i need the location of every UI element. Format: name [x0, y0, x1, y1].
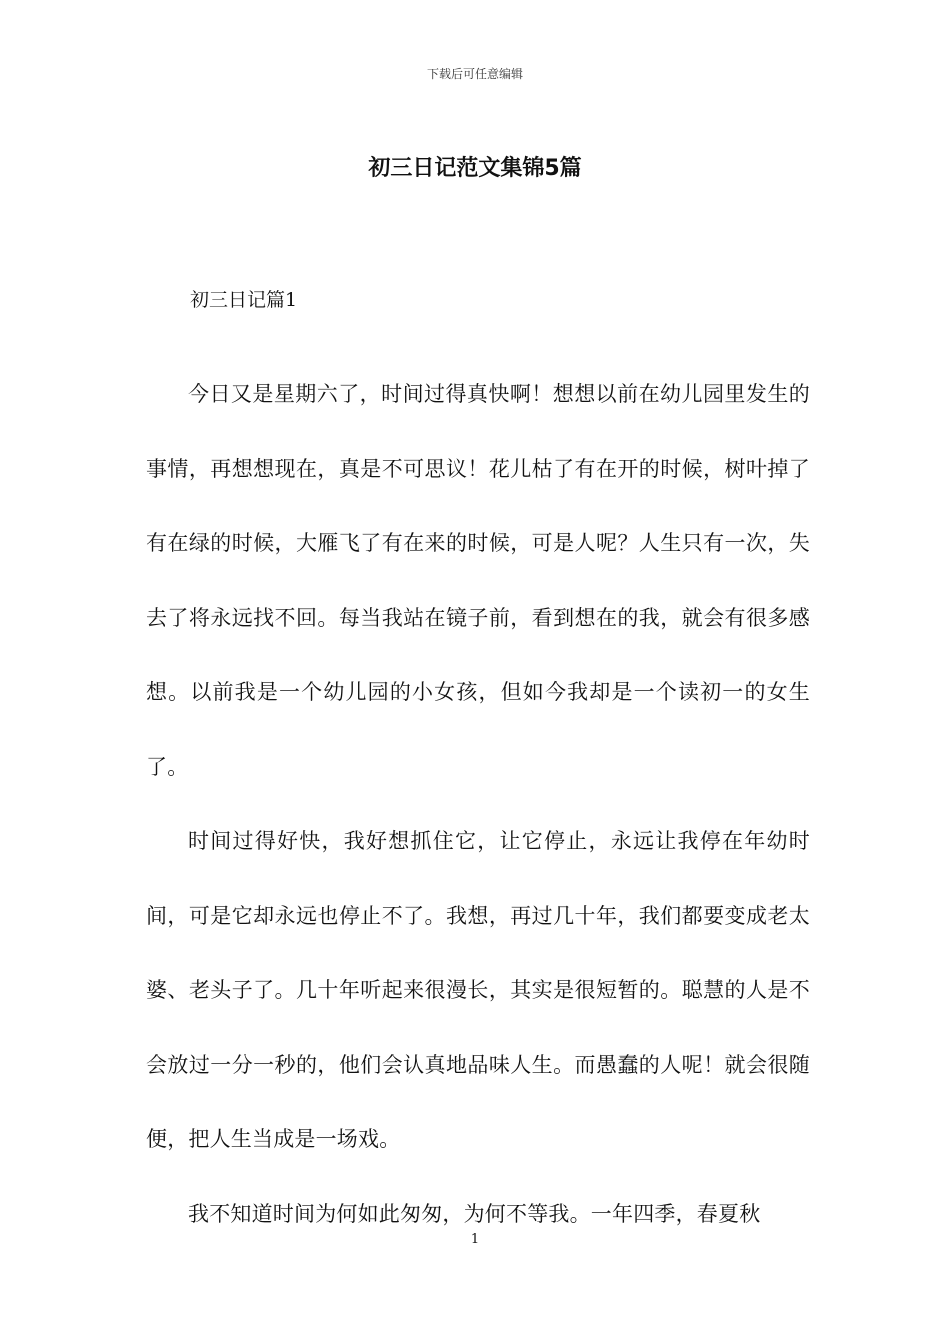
paragraph-2: 时间过得好快，我好想抓住它，让它停止，永远让我停在年幼时间，可是它却永远也停止不了。我想，再过几十年，我们都要变成老太婆、老头子了。几十年听起来很漫长，其实是很短暂的。聪慧的人是不会放过一分一秒的，他们会认真地品味人生。而愚蠢的人呢！就会很随便，把人生当成是一场戏。 [146, 829, 810, 1151]
header-note: 下载后可任意编辑 [426, 67, 523, 81]
document-title: 初三日记范文集锦5篇 [368, 156, 582, 181]
page-number: 1 [470, 1232, 480, 1247]
section-heading: 初三日记篇1 [190, 289, 298, 311]
body-text [146, 357, 810, 1251]
paragraph-1: 今日又是星期六了，时间过得真快啊！想想以前在幼儿园里发生的事情，再想想现在，真是不可思议！花儿枯了有在开的时候，树叶掉了有在绿的时候，大雁飞了有在来的时候，可是人呢？人生只有一次，失去了将永远找不回。每当我站在镜子前，看到想在的我，就会有很多感想。以前我是一个幼儿园的小女孩，但如今我却是一个读初一的女生了。 [146, 382, 810, 779]
paragraph-3: 我不知道时间为何如此匆匆，为何不等我。一年四季，春夏秋 [188, 1201, 761, 1226]
